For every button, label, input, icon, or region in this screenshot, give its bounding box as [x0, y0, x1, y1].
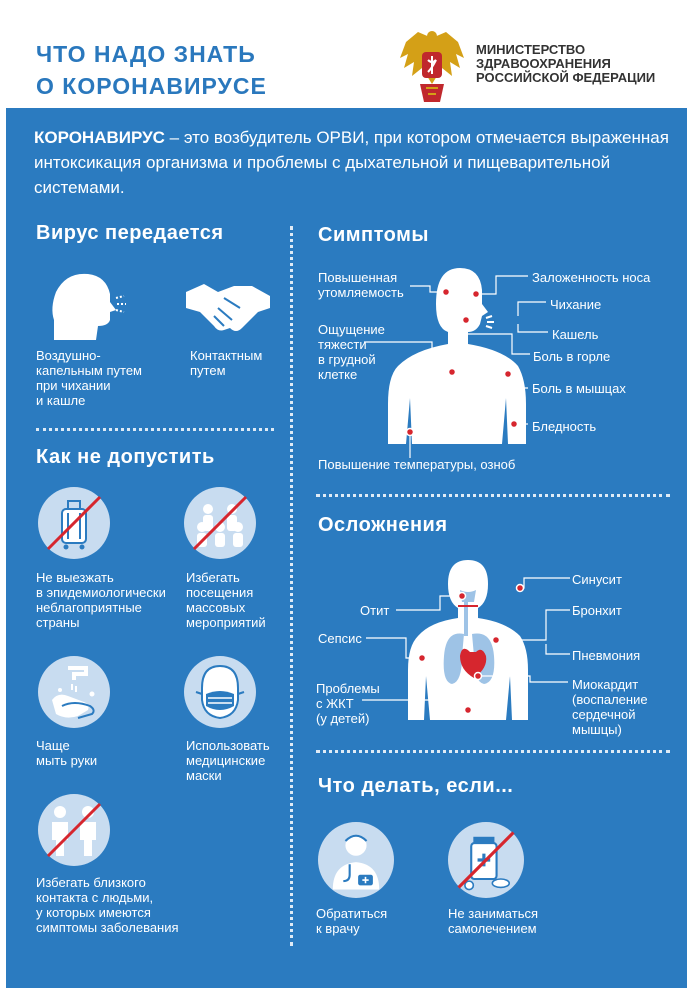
chest-line-2: тяжести [318, 337, 367, 352]
prevention-4-line-2: медицинские [186, 753, 266, 768]
prevention-1-line-4: страны [36, 615, 80, 630]
intro-bold: КОРОНАВИРУС [34, 128, 165, 147]
prevention-item-5-caption [36, 875, 179, 935]
sneezing-head-icon [44, 268, 128, 340]
prevention-2-line-4: мероприятий [186, 615, 266, 630]
complication-pneumonia: Пневмония [572, 648, 641, 663]
gi-line-2: с ЖКТ [316, 696, 354, 711]
airborne-line-2: капельным путем [36, 363, 142, 378]
prevention-4-line-1: Использовать [186, 738, 270, 753]
prevention-4-line-3: маски [186, 768, 222, 783]
handwash-icon [38, 656, 110, 728]
title-line-2: О КОРОНАВИРУСЕ [36, 73, 267, 99]
no-self-medication-icon [448, 822, 524, 898]
ministry-line-1: МИНИСТЕРСТВО [476, 42, 586, 57]
prevention-1-line-2: в эпидемиологически [36, 585, 166, 600]
prevention-1-line-1: Не выезжать [36, 570, 114, 585]
column-divider [290, 226, 293, 946]
contact-line-2: путем [190, 363, 226, 378]
doctor-icon [318, 822, 394, 898]
ministry-name [476, 43, 655, 85]
chest-line-3: в грудной [318, 352, 376, 367]
myocarditis-line-3: сердечной [572, 707, 636, 722]
complication-otitis: Отит [360, 603, 390, 618]
prevention-item-1-caption [36, 570, 166, 630]
coat-of-arms-icon [398, 28, 466, 106]
symptoms-heading: Симптомы [318, 224, 429, 246]
ministry-line-2: ЗДРАВООХРАНЕНИЯ [476, 56, 611, 71]
fatigue-line-1: Повышенная [318, 270, 398, 285]
no-self-medication-caption [448, 906, 538, 936]
doctor-line-1: Обратиться [316, 906, 388, 921]
airborne-line-1: Воздушно- [36, 348, 101, 363]
gi-line-3: (у детей) [316, 711, 370, 726]
transmission-heading: Вирус передается [36, 222, 224, 244]
prevention-5-line-2: контакта с людьми, [36, 890, 154, 905]
fatigue-line-2: утомляемость [318, 285, 404, 300]
no-self-line-1: Не заниматься [448, 906, 539, 921]
prevention-item-3-caption [36, 738, 97, 768]
complication-gi [316, 681, 380, 726]
contact-line-1: Контактным [190, 348, 263, 363]
prevention-2-line-1: Избегать [186, 570, 240, 585]
no-self-line-2: самолечением [448, 921, 537, 936]
header [0, 0, 693, 108]
doctor-line-2: к врачу [316, 921, 360, 936]
crowd-icon [184, 487, 256, 559]
title-line-1: ЧТО НАДО ЗНАТЬ [36, 41, 256, 67]
symptom-nose: Заложенность носа [532, 270, 651, 285]
myocarditis-line-1: Миокардит [572, 677, 639, 692]
myocarditis-line-4: мышцы) [572, 722, 622, 737]
prevention-5-line-3: у которых имеются [36, 905, 151, 920]
prevention-3-line-1: Чаще [36, 738, 70, 753]
handshake-icon [184, 278, 272, 334]
airborne-line-4: и кашле [36, 393, 86, 408]
page-title [36, 38, 336, 102]
prevention-item-2-caption [186, 570, 266, 630]
intro-text [34, 125, 674, 200]
airborne-caption [36, 348, 142, 408]
divider-right-1 [316, 494, 670, 497]
symptom-muscle: Боль в мышцах [532, 381, 626, 396]
suitcase-icon [38, 487, 110, 559]
prevention-5-line-1: Избегать близкого [36, 875, 146, 890]
symptom-cough: Кашель [552, 327, 599, 342]
prevention-3-line-2: мыть руки [36, 753, 98, 768]
intro-body: – это возбудитель ОРВИ, при котором отмечается выраженная интоксикация организма и проблемы с дыхательной и пищеварительной системами. [34, 128, 669, 197]
prevention-heading: Как не допустить [36, 446, 215, 468]
symptom-fatigue [318, 270, 404, 300]
symptom-fever: Повышение температуры, озноб [318, 457, 516, 472]
myocarditis-line-2: (воспаление [572, 692, 648, 707]
mask-icon [184, 656, 256, 728]
symptom-pale: Бледность [532, 419, 597, 434]
symptom-sneeze: Чихание [550, 297, 602, 312]
ministry-line-3: РОССИЙСКОЙ ФЕДЕРАЦИИ [476, 70, 656, 85]
complication-sepsis: Сепсис [318, 631, 362, 646]
contact-caption [190, 348, 262, 378]
prevention-1-line-3: неблагоприятные [36, 600, 142, 615]
airborne-line-3: при чихании [36, 378, 111, 393]
gi-line-1: Проблемы [316, 681, 380, 696]
complication-myocarditis [572, 677, 648, 737]
prevention-2-line-3: массовых [186, 600, 246, 615]
prevention-item-4-caption [186, 738, 270, 783]
complications-heading: Осложнения [318, 514, 448, 536]
distance-icon [38, 794, 110, 866]
what-to-do-heading: Что делать, если... [318, 775, 514, 797]
symptom-throat: Боль в горле [533, 349, 611, 364]
chest-line-1: Ощущение [318, 322, 385, 337]
complication-bronchitis: Бронхит [572, 603, 622, 618]
complication-sinusitis: Синусит [572, 572, 622, 587]
divider-right-2 [316, 750, 670, 753]
symptom-chest [318, 322, 385, 382]
chest-line-4: клетке [318, 367, 358, 382]
prevention-2-line-2: посещения [186, 585, 254, 600]
prevention-5-line-4: симптомы заболевания [36, 920, 179, 935]
see-doctor-caption [316, 906, 387, 936]
divider-left-1 [36, 428, 274, 431]
